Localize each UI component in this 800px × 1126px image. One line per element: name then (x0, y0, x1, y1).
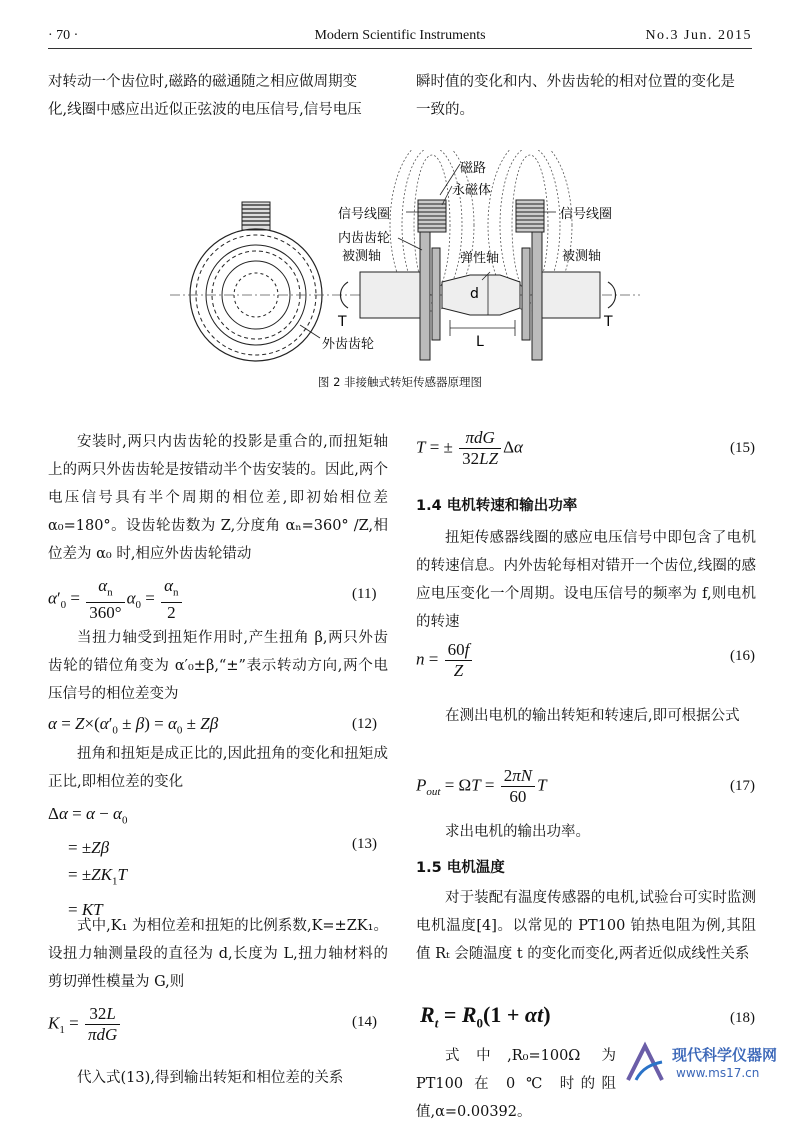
equation-18: $R_t = R_0(1 + \alpha t)$ (420, 1002, 551, 1031)
top-right-text (416, 68, 756, 124)
label-T-right: T (604, 314, 613, 330)
text-line: 一致的。 (416, 102, 474, 118)
label-L: L (476, 334, 484, 350)
equation-11: $\alpha'_0$ = $\frac{\alpha_n}{360^\circ}$ $\alpha_0$ = $\frac{\alpha_n}{2}$ (48, 576, 184, 623)
equation-17: $P_{out} = \Omega T$ = $\frac{2\pi N}{60}$ T (416, 766, 547, 806)
left-paragraph-2: 当扭力轴受到扭矩作用时,产生扭角 β,两只外齿齿轮的错位角变为 α′₀±β,“±”表示转动方向,两个电压信号的相位差变为 (48, 630, 388, 702)
equation-number: (12) (352, 716, 377, 732)
left-paragraph-5: 代入式(13),得到输出转矩和相位差的关系 (77, 1070, 344, 1086)
right-paragraph-2: 在测出电机的输出转矩和转速后,即可根据公式 (445, 708, 740, 724)
coil-right (516, 200, 544, 232)
shaft (360, 272, 600, 318)
text-line: 化,线圈中感应出近似正弦波的电压信号,信号电压 (48, 102, 362, 118)
page-header (48, 26, 752, 49)
label-inner-gear: 内齿齿轮 (338, 231, 391, 246)
equation-number: (17) (730, 778, 755, 794)
label-magnet: 永磁体 (452, 183, 492, 198)
label-magnetic-path: 磁路 (460, 161, 487, 176)
figure-caption: 图 2 非接触式转矩传感器原理图 (317, 375, 483, 389)
top-left-text (48, 68, 388, 124)
left-paragraph-4: 式中,K₁ 为相位差和扭矩的比例系数,K=±ZK₁。设扭力轴测量段的直径为 d,长度为 L,扭力轴材料的剪切弹性模量为 G,则 (48, 918, 388, 990)
watermark-logo (622, 1040, 778, 1090)
right-paragraph-5: 式中,R₀=100Ω 为 PT100 在 0 ℃ 时的阻值,α=0.00392。 (416, 1048, 616, 1120)
watermark-icon (622, 1040, 668, 1086)
label-elastic-shaft: 弹性轴 (460, 251, 500, 266)
equation-16: n = $\frac{60f}{Z}$ (416, 640, 474, 681)
equation-13: $\Delta\alpha = \alpha - \alpha_0$ = ±Zβ = $\pm ZK_1T$ = KT (48, 804, 128, 919)
equation-number: (18) (730, 1010, 755, 1026)
page-number: · 70 · (48, 28, 79, 43)
section-heading: 1.4 电机转速和输出功率 (416, 498, 578, 514)
equation-15: T = ± $\frac{\text{πdG}}{32LZ}$ Δα (416, 428, 523, 468)
issue-info: No.3 Jun. 2015 (645, 28, 752, 43)
equation-14: $K_1$ = $\frac{32L}{\text{πdG}}$ (48, 1004, 122, 1045)
equation-number: (13) (352, 836, 377, 852)
label-coil-left: 信号线圈 (338, 207, 391, 222)
section-heading: 1.5 电机温度 (416, 860, 505, 876)
equation-number: (16) (730, 648, 755, 664)
label-d: d (470, 286, 479, 302)
journal-name: Modern Scientific Instruments (314, 28, 486, 43)
equation-number: (11) (352, 586, 377, 602)
label-outer-gear: 外齿齿轮 (322, 337, 375, 352)
left-paragraph-1: 安装时,两只内齿齿轮的投影是重合的,而扭矩轴上的两只外齿齿轮是按错动半个齿安装的。因此,两个电压信号具有半个周期的相位差,即初始相位差 α₀=180°。设齿轮齿数为 Z,分度角 αₙ=360° /Z,相位差为 α₀ 时,相应外齿齿轮错动 (48, 434, 388, 562)
label-T-left: T (338, 314, 347, 330)
right-paragraph-1: 扭矩传感器线圈的感应电压信号中即包含了电机的转速信息。内外齿轮每相对错开一个齿位,线圈的感应电压变化一个周期。设电压信号的频率为 f,则电机的转速 (416, 530, 756, 630)
text-line: 对转动一个齿位时,磁路的磁通随之相应做周期变 (48, 74, 358, 90)
label-shaft-left: 被测轴 (342, 249, 382, 264)
coil-icon (242, 202, 270, 230)
equation-12: $\alpha = Z\times(\alpha'_0 \pm \beta) = \alpha_0 \pm Z\beta$ (48, 714, 219, 737)
torque-sensor-diagram (170, 150, 640, 375)
watermark-name: 现代科学仪器网 (672, 1046, 778, 1064)
watermark-url: www.ms17.cn (676, 1066, 760, 1080)
label-shaft-right: 被测轴 (562, 249, 602, 264)
label-coil-right: 信号线圈 (560, 207, 613, 222)
text-line: 瞬时值的变化和内、外齿齿轮的相对位置的变化是 (416, 74, 735, 90)
equation-number: (14) (352, 1014, 377, 1030)
equation-number: (15) (730, 440, 755, 456)
right-paragraph-4: 对于装配有温度传感器的电机,试验台可实时监测电机温度[4]。以常见的 PT100 铂热电阻为例,其阻值 Rₜ 会随温度 t 的变化而变化,两者近似成线性关系 (416, 890, 756, 962)
left-paragraph-3: 扭角和扭矩是成正比的,因此扭角的变化和扭矩成正比,即相位差的变化 (48, 746, 388, 790)
right-paragraph-3: 求出电机的输出功率。 (445, 824, 590, 840)
